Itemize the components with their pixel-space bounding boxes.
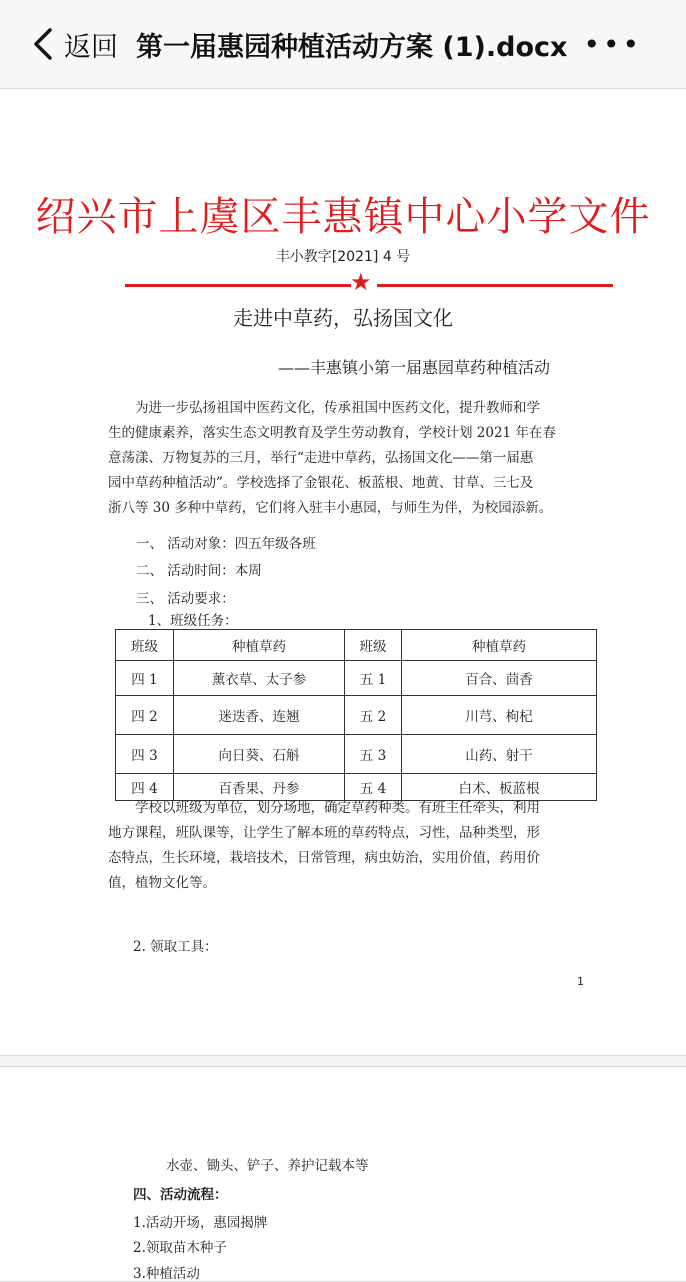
red-divider-right [377, 284, 613, 287]
table-header-cell: 种植草药 [174, 630, 345, 661]
section-requirements: 三、 活动要求： [136, 591, 235, 607]
chevron-left-icon [32, 27, 54, 61]
section-time: 二、 活动时间：本周 [136, 563, 262, 579]
table-header-row [116, 630, 597, 661]
tools-list: 水壶、锄头、铲子、养护记载本等 [166, 1158, 369, 1174]
page-number: 1 [577, 975, 584, 988]
table-cell: 百香果、丹参 [174, 774, 345, 801]
text-line: 为进一步弘扬祖国中医药文化，传承祖国中医药文化，提升教师和学 [135, 400, 540, 416]
table-row [116, 696, 597, 735]
section-process-heading: 四、活动流程： [133, 1187, 228, 1203]
back-button[interactable] [0, 0, 118, 88]
table-cell: 五 4 [345, 774, 402, 801]
document-number: 丰小教字[2021] 4 号 [275, 249, 411, 265]
table-row [116, 735, 597, 774]
text-line: 园中草药种植活动”。学校选择了金银花、板蓝根、地黄、甘草、三七及 [108, 475, 534, 491]
text-line: 地方课程，班队课等，让学生了解本班的草药特点，习性，品种类型，形 [108, 825, 540, 841]
table-cell: 山药、射干 [402, 735, 597, 774]
table-cell: 五 3 [345, 735, 402, 774]
intro-paragraph [108, 396, 588, 521]
text-line: 态特点，生长环境，栽培技术，日常管理，病虫妨治，实用价值，药用价 [108, 850, 540, 866]
text-line: 值，植物文化等。 [108, 875, 216, 891]
process-step: 1.活动开场，惠园揭牌 [133, 1215, 268, 1231]
table-cell: 四 4 [116, 774, 174, 801]
table-cell: 四 2 [116, 696, 174, 735]
text-line: 意荡漾、万物复苏的三月，举行“走进中草药，弘扬国文化——第一届惠 [108, 450, 534, 466]
table-header-cell: 班级 [116, 630, 174, 661]
table-cell: 四 3 [116, 735, 174, 774]
red-divider-left [125, 284, 351, 287]
more-options-icon[interactable]: ••• [583, 28, 642, 61]
table-cell: 四 1 [116, 661, 174, 696]
table-cell: 五 1 [345, 661, 402, 696]
table-cell: 薰衣草、太子参 [174, 661, 345, 696]
text-line: 浙八等 30 多种中草药，它们将入驻丰小惠园，与师生为伴，为校园添新。 [108, 500, 553, 516]
process-step: 3.种植活动 [133, 1266, 200, 1282]
text-line: 学校以班级为单位，划分场地，确定草药种类。有班主任牵头，利用 [135, 800, 540, 816]
red-header-title: 绍兴市上虞区丰惠镇中心小学文件 [35, 194, 651, 240]
section-target: 一、 活动对象：四五年级各班 [136, 536, 316, 552]
class-task-heading: 1、班级任务： [148, 613, 238, 629]
table-cell: 川芎、枸杞 [402, 696, 597, 735]
document-title: 第一届惠园种植活动方案 (1).docx [136, 31, 568, 63]
document-page-1 [0, 88, 686, 1056]
table-cell: 迷迭香、连翘 [174, 696, 345, 735]
table-cell: 五 2 [345, 696, 402, 735]
back-label: 返回 [64, 31, 118, 63]
document-page-2 [0, 1066, 686, 1282]
process-step: 2.领取苗木种子 [133, 1240, 227, 1256]
table-header-cell: 种植草药 [402, 630, 597, 661]
table-cell: 向日葵、石斛 [174, 735, 345, 774]
table-cell: 百合、茴香 [402, 661, 597, 696]
school-plan-paragraph [108, 796, 588, 896]
tools-heading: 2. 领取工具： [133, 939, 218, 955]
top-navigation-bar [0, 0, 686, 89]
class-planting-table [115, 629, 597, 801]
document-heading: 走进中草药，弘扬国文化 [233, 306, 453, 330]
table-header-cell: 班级 [345, 630, 402, 661]
table-row [116, 661, 597, 696]
document-subheading: ——丰惠镇小第一届惠园草药种植活动 [278, 358, 551, 377]
text-line: 生的健康素养，落实生态文明教育及学生劳动教育，学校计划 2021 年在春 [108, 425, 556, 441]
star-icon: ★ [350, 268, 372, 296]
table-cell: 白术、板蓝根 [402, 774, 597, 801]
